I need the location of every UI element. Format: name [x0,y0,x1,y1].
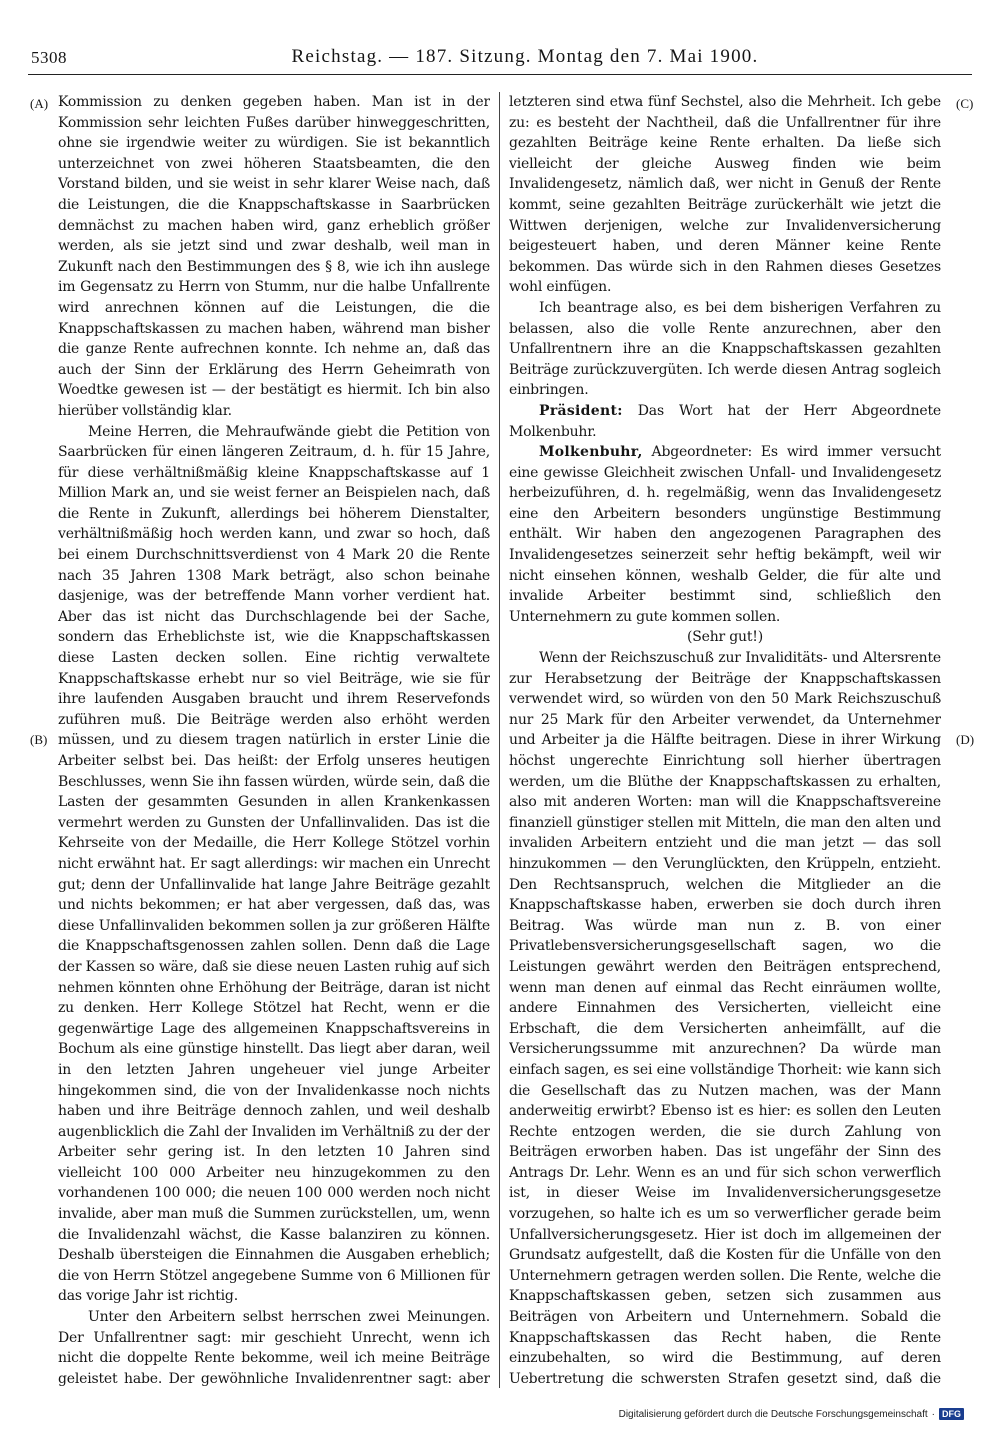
speaker-name: Molkenbuhr, [539,444,643,461]
paragraph: letzteren sind etwa fünf Sechstel, also die Mehrheit. Ich gebe zu: es besteht der Nachtheil, daß die Unfallrentner für ihre gezahlten Beiträge keine Rente erhalten. Da ließe sich vielleicht der gleiche Ausweg finden wie beim Invalidengesetz, nämlich daß, wer nicht in Genuß der Rente kommt, seine gezahlten Beiträge zurückerhält wie jetzt die Wittwen derjenigen, welche zur Invalidenversicherung beigesteuert haben, und deren Männer keine Rente bekommen. Das würde sich in den Rahmen dieses Gesetzes wohl einfügen. [509,94,941,296]
paragraph: Wenn der Reichszuschuß zur Invaliditäts- und Altersrente zur Herabsetzung der Beiträge der Knappschaftskassen verwendet wird, so würden von den 50 Mark Reichszuschuß nur 25 Mark für den Arbeiter verwendet, da Unternehmer und Arbeiter ja die Hälfte beitragen. Diese in ihrer Wirkung höchst ungerechte Einrichtung soll hierher übertragen werden, um die Blüthe der Knappschaftskassen zu erhalten, also mit anderen Worten: man will die Knappschaftsvereine finanziell günstiger stellen mit Mitteln, die man den alten und invaliden Arbeitern entzieht und die man jetzt — das soll hinzukommen — den Verunglückten, den Krüppeln, entzieht. Den Rechtsanspruch, welchen die Mitglieder an die Knappschaftskasse haben, erwerben sie doch durch ihren Beitrag. Was würde man nun z. B. von einer Privatlebensversicherungsgesellschaft sagen, wo die Leistungen gewährt werden den Beiträgen entsprechend, wenn man denen auf einmal das Recht einräumen wollte, andere Einnahmen des Versicherten, vielleicht eine Erbschaft, die dem Versicherten anheimfällt, auf die Versicherungssumme mit anzurechnen? Da würde man einfach sagen, es sei eine vollständige Thorheit: wie kann sich die Gesellschaft das zu Nutzen machen, was der Mann anderweitig erwirbt? Ebenso ist es hier: es sollen den Leuten Rechte entzogen werden, die sie durch Zahlung von Beiträgen erworben haben. Das ist ungefähr der Sinn des Antrags Dr. Lehr. Wenn es an und für sich schon verwerflich ist, in dieser Weise im Invalidenversicherungsgesetze vorzugehen, so halte ich es um so verwerflicher gerade beim Unfallversicherungsgesetz. Hier ist doch im allgemeinen der Grundsatz aufgestellt, daß die Kosten für die Unfälle von den Unternehmern getragen werden sollen. Die Rente, welche die Knappschaftskassen geben, setzen sich zusammen aus Beiträgen von Arbeitern und Unternehmern. Sobald die Knappschaftskassen das Recht haben, die Rente einzubehalten, so wird die Bestimmung, auf deren Uebertretung die schwersten Strafen gesetzt sind, daß die [509,650,941,1387]
separator: · [931,1408,935,1420]
speaker-name: Präsident: [539,402,623,419]
footer-text: Digitalisierung gefördert durch die Deutsche Forschungsgemeinschaft [618,1408,928,1420]
margin-marker-d: (D) [956,732,975,747]
paragraph: Meine Herren, die Mehraufwände giebt die Petition von Saarbrücken für einen längeren Zeitraum, d. h. für 15 Jahre, für diese verhältnißmäßig kleine Knappschaftskasse auf 1 Million Mark an, und sie weist ferner an Beispielen nach, daß die Rente in Zukunft, allerdings bei höherem Dienstalter, verhältnißmäßig hoch werden kann, und zwar so hoch, daß bei einem Durchschnittsverdienst von 4 Mark 20 die Rente nach 35 Jahren 1308 Mark beträgt, also schon beinahe dasjenige, was der betreffende Mann vorher verdient hat. Aber das ist nicht das Durchschlagende bei der Sache, sondern das Erheblichste ist, wie die Knappschaftskassen diese Lasten decken sollen. Eine richtig verwaltete Knappschaftskasse erhebt nur so viel Beiträge, wie sie für ihre laufenden Ausgaben braucht und ihrem Reservefonds zuführen muß. Die Beiträge werden also erhöht werden müssen, und zu diesem tragen natürlich in erster Linie die Arbeiter selbst bei. Das heißt: der Erfolg unseres heutigen Beschlusses, wenn Sie ihn fassen würden, würde sein, daß die Lasten der gesammten Gesunden in allen Krankenkassen vermehrt werden zu Gunsten der Unfallinvaliden. Das ist die Kehrseite von der Medaille, die Herr Kollege Stötzel vorhin nicht erwähnt hat. Er sagt allerdings: wir machen ein Unrecht gut; denn der Unfallinvalide hat lange Jahre Beiträge gezahlt und nichts bekommen; er hat aber vergessen, daß das, was diese Unfallinvaliden bekommen sollen ja zur größeren Hälfte die Knappschaftsgenossen zahlen sollen. Denn daß die Lage der Kassen so wäre, daß sie diese neuen Lasten ruhig auf sich nehmen könnten ohne Erhöhung der Beiträge, daran ist nicht zu denken. Herr Kollege Stötzel hat Recht, wenn er die gegenwärtige Lage des allgemeinen Knappschaftsvereins in Bochum als eine günstige hinstellt. Das liegt aber daran, weil in den letzten Jahren ungeheuer viel junge Arbeiter hingekommen sind, die von der Invalidenkasse noch nichts haben und ihre Beiträge dennoch zahlen, und weil deshalb augenblicklich die Zahl der Invaliden im Verhältniß zu der der Arbeiter sehr gering ist. In den letzten 10 Jahren sind vielleicht 100 000 Arbeiter neu hinzugekommen zu den vorhandenen 100 000; die neuen 100 000 werden noch nicht invalide, aber man muß die Summen zurückstellen, um, wenn die Invalidenzahl wächst, die Kasse balanziren zu können. Deshalb übersteigen die Einnahmen die Ausgaben erheblich; die von Herrn Stötzel angegebene Summe von 6 Millionen für das vorige Jahr ist richtig. [58,423,490,1305]
dfg-logo: DFG [939,1408,964,1420]
interjection: (Sehr gut!) [687,629,763,646]
column-divider [499,92,500,1388]
running-head: Reichstag. — 187. Sitzung. Montag den 7. Mai 1900. [291,46,759,67]
margin-marker-c: (C) [956,96,974,111]
right-column [509,92,941,1388]
speaker-paragraph [509,401,941,442]
margin-marker-b: (B) [30,732,48,747]
paragraph: Unter den Arbeitern selbst herrschen zwei Meinungen. Der Unfallrentner sagt: mir geschieht Unrecht, wenn ich nicht die doppelte Rente bekomme, weil ich meine Beiträge geleistet habe. Der gewöhnliche Invalidenrentner sagt: aber [58,1309,490,1387]
page-header [28,40,972,75]
digitization-footer [619,1408,964,1420]
speaker-text: Das Wort hat der Herr Abgeordnete Molkenbuhr. [509,402,941,440]
left-column [58,92,490,1388]
speaker-text: Abgeordneter: Es wird immer versucht eine gewisse Gleichheit zwischen Unfall- und Invalidengesetz herbeizuführen, d. h. regelmäßig, wenn das Invalidengesetz eine den Arbeitern besonders ungünstige Bestimmung enthält. Wir haben den angezogenen Paragraphen des Invalidengesetzes seinerzeit sehr heftig bekämpft, weil wir nicht einsehen können, weshalb Gelder, die für alte und invalide Arbeiter bestimmt sind, schließlich den Unternehmern zu gute kommen sollen. [509,444,941,625]
margin-marker-a: (A) [30,96,49,111]
page-number: 5308 [31,48,67,67]
paragraph: Kommission zu denken gegeben haben. Man ist in der Kommission sehr leichten Fußes darüber hinweggeschritten, ohne sie irgendwie weiter zu würdigen. Sie ist bekanntlich unterzeichnet von zwei höheren Staatsbeamten, die den Vorstand bilden, und sie weist in sehr klarer Weise nach, daß die Leistungen, die die Knappschaftskasse in Saarbrücken demnächst zu machen haben wird, ganz erheblich größer werden, als sie jetzt sind und zwar deshalb, weil man in Zukunft nach den Bestimmungen des § 8, wie ich ihn auslege im Gegensatz zu Herrn von Stumm, nur die halbe Unfallrente wird anrechnen können auf die Leistungen, die die Knappschaftskassen zu machen haben, während man bisher die ganze Rente aufrechnen konnte. Ich nehme an, daß das auch der Sinn der Erklärung des Herrn Geheimrath von Woedtke gewesen ist — der bestätigt es hiermit. Ich bin also hierüber vollständig klar. [58,94,490,419]
speaker-paragraph [509,442,941,627]
paragraph: Ich beantrage also, es bei dem bisherigen Verfahren zu belassen, also die volle Rente anzurechnen, aber den Unfallrentnern ihre an die Knappschaftskassen gezahlten Beiträge zurückzuvergüten. Ich werde diesen Antrag sogleich einbringen. [509,299,941,399]
